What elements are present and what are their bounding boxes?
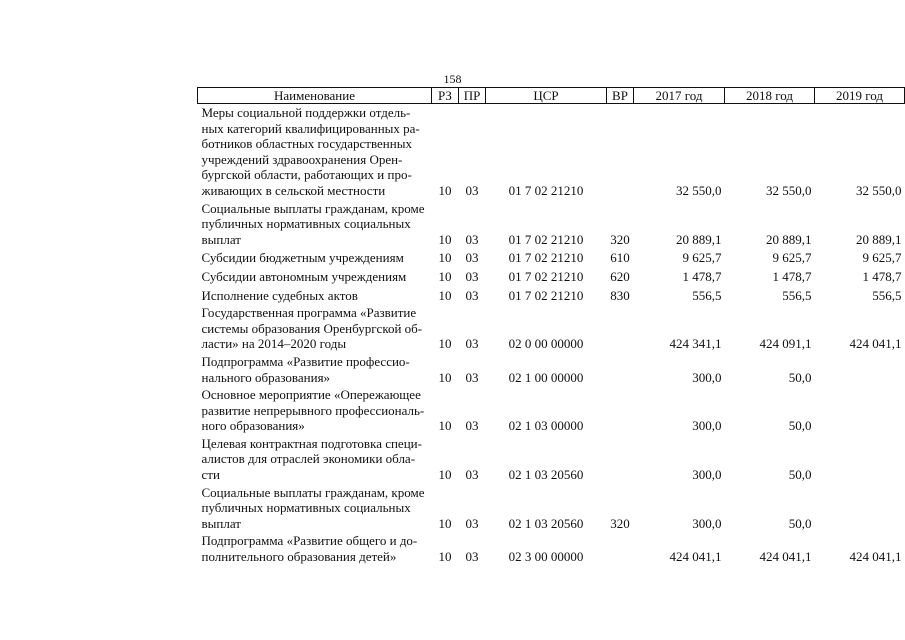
page-number: 158 bbox=[443, 72, 462, 86]
cell-rz: 10 bbox=[438, 268, 452, 284]
cell-2017: 9 625,7 bbox=[682, 250, 722, 266]
cell-pr: 03 bbox=[465, 467, 479, 483]
cell-vr bbox=[607, 353, 634, 386]
table-row bbox=[198, 304, 905, 353]
cell-rz: 10 bbox=[438, 418, 452, 434]
cell-pr: 03 bbox=[465, 515, 479, 531]
cell-csr: 01 7 02 21210 bbox=[508, 250, 584, 266]
header-pr: ПР bbox=[459, 88, 486, 104]
cell-rz: 10 bbox=[438, 250, 452, 266]
cell-csr: 01 7 02 21210 bbox=[508, 268, 584, 284]
cell-vr bbox=[607, 435, 634, 484]
cell-name: Социальные выплаты гражданам, кроме публичных нормативных социальных выплат bbox=[201, 484, 425, 531]
cell-2018: 556,5 bbox=[782, 287, 812, 303]
cell-2019 bbox=[815, 353, 905, 386]
cell-csr: 02 1 03 00000 bbox=[508, 418, 584, 434]
table-row bbox=[198, 484, 905, 533]
cell-2019 bbox=[815, 484, 905, 533]
cell-2019: 1 478,7 bbox=[862, 268, 902, 284]
cell-rz: 10 bbox=[438, 467, 452, 483]
cell-csr: 02 0 00 00000 bbox=[508, 336, 584, 352]
cell-2018: 50,0 bbox=[788, 515, 812, 531]
cell-2017: 556,5 bbox=[692, 287, 722, 303]
cell-2019: 32 550,0 bbox=[856, 182, 902, 198]
cell-name: Меры социальной поддержки отдель-ных категорий квалифицированных ра-ботников областных государственных учреждений здравоохранения Орен-бургской области, работающих и про-живающих в сельской местности bbox=[201, 105, 420, 198]
cell-pr: 03 bbox=[465, 369, 479, 385]
cell-name: Социальные выплаты гражданам, кроме публичных нормативных социальных выплат bbox=[201, 200, 425, 247]
cell-pr: 03 bbox=[465, 287, 479, 303]
cell-2017: 300,0 bbox=[692, 418, 722, 434]
header-name: Наименование bbox=[198, 88, 432, 104]
cell-csr: 01 7 02 21210 bbox=[508, 182, 584, 198]
cell-2018: 50,0 bbox=[788, 467, 812, 483]
cell-rz: 10 bbox=[438, 369, 452, 385]
cell-pr: 03 bbox=[465, 182, 479, 198]
header-2017: 2017 год bbox=[634, 88, 725, 104]
header-2018: 2018 год bbox=[725, 88, 815, 104]
cell-vr: 620 bbox=[610, 268, 630, 284]
cell-rz: 10 bbox=[438, 182, 452, 198]
cell-name: Государственная программа «Развитие системы образования Оренбургской об-ласти» на 2014–2020 годы bbox=[201, 305, 423, 352]
table-row bbox=[198, 353, 905, 386]
cell-2018: 424 041,1 bbox=[759, 549, 812, 565]
cell-2017: 1 478,7 bbox=[682, 268, 722, 284]
cell-2019: 556,5 bbox=[872, 287, 902, 303]
cell-2018: 1 478,7 bbox=[772, 268, 812, 284]
cell-2018: 20 889,1 bbox=[766, 231, 812, 247]
cell-name: Подпрограмма «Развитие общего и до-полнительного образования детей» bbox=[201, 533, 418, 565]
cell-vr: 610 bbox=[610, 250, 630, 266]
cell-rz: 10 bbox=[438, 515, 452, 531]
table-row bbox=[198, 435, 905, 484]
cell-csr: 01 7 02 21210 bbox=[508, 287, 584, 303]
cell-name: Подпрограмма «Развитие профессио-нального образования» bbox=[201, 353, 410, 385]
cell-2017: 300,0 bbox=[692, 369, 722, 385]
table-body bbox=[198, 104, 905, 566]
cell-2018: 50,0 bbox=[788, 369, 812, 385]
cell-vr bbox=[607, 532, 634, 565]
table-row bbox=[198, 104, 905, 200]
header-csr: ЦСР bbox=[486, 88, 607, 104]
cell-csr: 01 7 02 21210 bbox=[508, 231, 584, 247]
cell-2017: 20 889,1 bbox=[676, 231, 722, 247]
cell-name: Субсидии автономным учреждениям bbox=[201, 268, 407, 284]
table-row bbox=[198, 386, 905, 435]
cell-rz: 10 bbox=[438, 287, 452, 303]
cell-2017: 424 041,1 bbox=[669, 549, 722, 565]
cell-rz: 10 bbox=[438, 231, 452, 247]
cell-rz: 10 bbox=[438, 336, 452, 352]
cell-2018: 9 625,7 bbox=[772, 250, 812, 266]
table-row bbox=[198, 286, 905, 305]
cell-name: Исполнение судебных актов bbox=[201, 287, 358, 303]
cell-pr: 03 bbox=[465, 250, 479, 266]
cell-vr: 830 bbox=[610, 287, 630, 303]
cell-2019: 9 625,7 bbox=[862, 250, 902, 266]
cell-csr: 02 1 00 00000 bbox=[508, 369, 584, 385]
cell-rz: 10 bbox=[438, 549, 452, 565]
cell-pr: 03 bbox=[465, 336, 479, 352]
header-rz: РЗ bbox=[432, 88, 459, 104]
cell-2019: 424 041,1 bbox=[849, 549, 902, 565]
cell-csr: 02 1 03 20560 bbox=[508, 515, 584, 531]
cell-vr bbox=[607, 304, 634, 353]
cell-2017: 424 341,1 bbox=[669, 336, 722, 352]
cell-name: Субсидии бюджетным учреждениям bbox=[201, 250, 404, 266]
cell-2018: 424 091,1 bbox=[759, 336, 812, 352]
cell-2019 bbox=[815, 435, 905, 484]
cell-name: Целевая контрактная подготовка специ-алистов для отраслей экономики обла-сти bbox=[201, 435, 422, 483]
header-vr: ВР bbox=[607, 88, 634, 104]
table-row bbox=[198, 532, 905, 565]
cell-2017: 32 550,0 bbox=[676, 182, 722, 198]
cell-vr bbox=[607, 104, 634, 200]
cell-vr: 320 bbox=[610, 231, 630, 247]
cell-pr: 03 bbox=[465, 268, 479, 284]
cell-pr: 03 bbox=[465, 418, 479, 434]
cell-2019: 20 889,1 bbox=[856, 231, 902, 247]
cell-2019 bbox=[815, 386, 905, 435]
cell-2019: 424 041,1 bbox=[849, 336, 902, 352]
table-row bbox=[198, 267, 905, 286]
cell-vr: 320 bbox=[610, 515, 630, 531]
cell-2017: 300,0 bbox=[692, 515, 722, 531]
cell-name: Основное мероприятие «Опережающее развитие непрерывного профессиональ-ного образования» bbox=[201, 387, 425, 434]
cell-csr: 02 1 03 20560 bbox=[508, 467, 584, 483]
cell-2018: 32 550,0 bbox=[766, 182, 812, 198]
table-row bbox=[198, 200, 905, 249]
budget-table bbox=[197, 87, 905, 566]
cell-pr: 03 bbox=[465, 231, 479, 247]
cell-2017: 300,0 bbox=[692, 467, 722, 483]
cell-vr bbox=[607, 386, 634, 435]
cell-csr: 02 3 00 00000 bbox=[508, 549, 584, 565]
header-row bbox=[198, 88, 905, 104]
header-2019: 2019 год bbox=[815, 88, 905, 104]
cell-pr: 03 bbox=[465, 549, 479, 565]
table-row bbox=[198, 248, 905, 267]
cell-2018: 50,0 bbox=[788, 418, 812, 434]
